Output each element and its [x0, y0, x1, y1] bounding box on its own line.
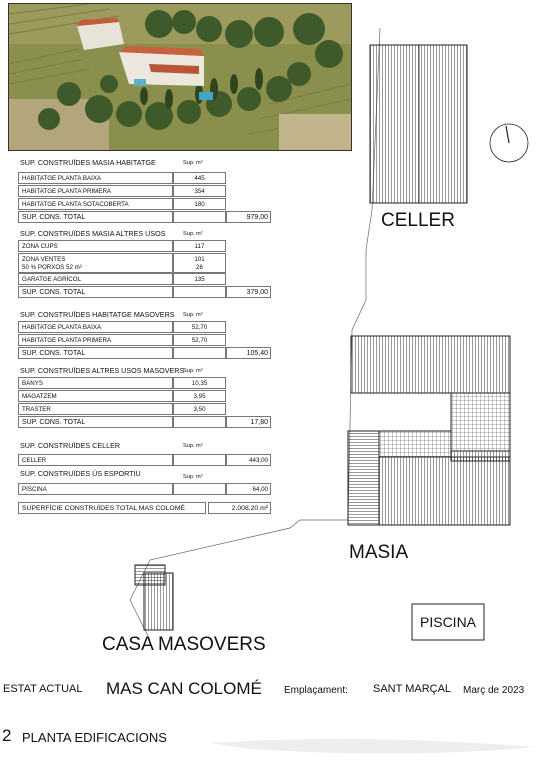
table-row: HABITATGE PLANTA BAIXA 52,70	[18, 321, 271, 333]
table-row: HABITATGE PLANTA SOTACOBERTA 180	[18, 198, 271, 210]
table-title-habitatge: SUP. CONSTRUÏDES MASIA HABITATGE	[20, 158, 156, 167]
label-piscina: PISCINA	[420, 614, 477, 630]
table-row: HABITATGE PLANTA PRIMERA 52,70	[18, 334, 271, 346]
table-total-row: SUP. CONS. TOTAL 979,00	[18, 211, 271, 223]
unit-label: Sup. m²	[183, 368, 203, 374]
unit-label: Sup. m²	[183, 231, 203, 237]
table-title-altres-masovers: SUP. CONSTRUÏDES ALTRES USOS MASOVERS	[20, 366, 185, 375]
table-row: HABITATGE PLANTA PRIMERA 354	[18, 185, 271, 197]
label-celler: CELLER	[381, 210, 455, 231]
table-row: TRASTER 3,50	[18, 403, 271, 415]
table-title-masovers: SUP. CONSTRUÏDES HABITATGE MASOVERS	[20, 310, 175, 319]
table-row: BANYS 10,35	[18, 377, 271, 389]
table-row: HABITATGE PLANTA BAIXA 445	[18, 172, 271, 184]
table-total-row: SUP. CONS. TOTAL 17,80	[18, 416, 271, 428]
location-label: Emplaçament:	[284, 685, 348, 696]
table-row: GARATGE AGRÍCOL 135	[18, 273, 271, 285]
table-total-row: SUP. CONS. TOTAL 105,40	[18, 347, 271, 359]
project-title: MAS CAN COLOMÉ	[106, 679, 262, 698]
table-title-esportiu: SUP. CONSTRUÏDES ÚS ESPORTIU	[20, 469, 141, 478]
table-row: ZONA VENTES 50 % PORXOS 52 m² 101 26	[18, 253, 271, 273]
sheet-title: PLANTA EDIFICACIONS	[22, 730, 167, 745]
label-casa-masovers: CASA MASOVERS	[102, 634, 266, 655]
unit-label: Sup. m²	[183, 474, 203, 480]
table-title-altres-usos: SUP. CONSTRUÏDES MASIA ALTRES USOS	[20, 229, 166, 238]
status-label: ESTAT ACTUAL	[3, 683, 83, 695]
table-title-celler: SUP. CONSTRUÏDES CELLER	[20, 441, 121, 450]
table-row: ZONA CUPS 117	[18, 240, 271, 252]
table-row: CELLER 443,00	[18, 454, 271, 466]
table-row: PISCINA 64,00	[18, 483, 271, 495]
date: Març de 2023	[463, 685, 525, 696]
grand-total-row: SUPERFÍCIE CONSTRUÏDES TOTAL MAS COLOMÉ 2.008,20 m²	[18, 502, 271, 514]
label-masia: MASIA	[349, 542, 409, 563]
unit-label: Sup. m²	[183, 443, 203, 449]
table-row: MAGATZEM 3,95	[18, 390, 271, 402]
unit-label: Sup. m²	[183, 312, 203, 318]
brush-stroke	[210, 735, 540, 770]
location-value: SANT MARÇAL	[373, 683, 452, 695]
unit-label: Sup. m²	[183, 160, 203, 166]
table-total-row: SUP. CONS. TOTAL 379,00	[18, 286, 271, 298]
sheet-number: 2	[2, 726, 12, 745]
